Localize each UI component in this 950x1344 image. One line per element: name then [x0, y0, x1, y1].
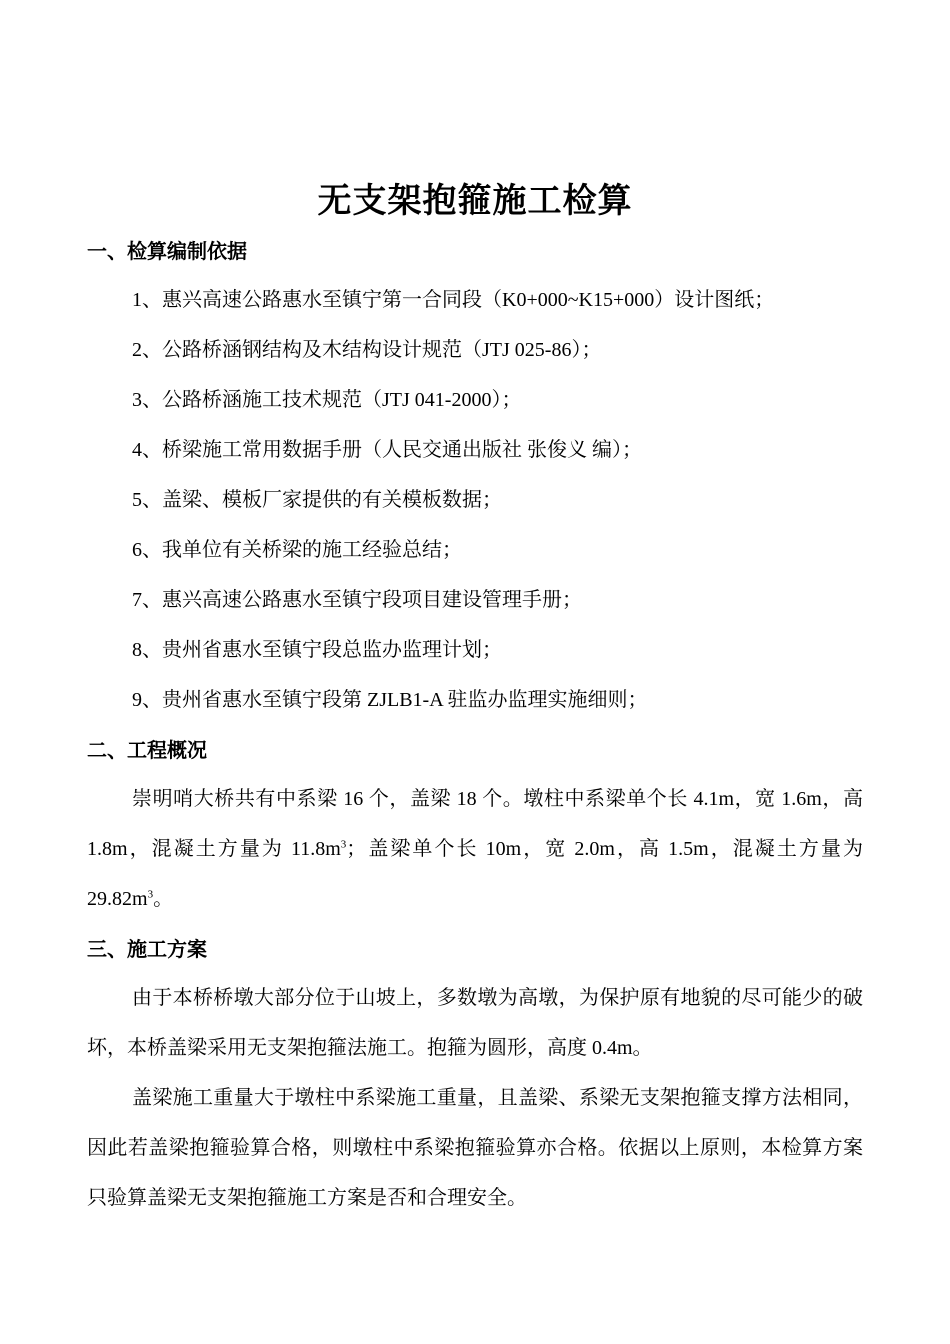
basis-item-5: 5、盖梁、模板厂家提供的有关模板数据； [132, 489, 502, 511]
overview-sup-1: 3 [340, 838, 347, 851]
overview-text-3: 。 [153, 888, 174, 910]
section-heading-overview: 二、工程概况 [87, 738, 207, 762]
plan-paragraph-1: 由于本桥桥墩大部分位于山坡上，多数墩为高墩，为保护原有地貌的尽可能少的破坏，本桥盖梁采用无支架抱箍法施工。抱箍为圆形，高度 0.4m。 [87, 987, 863, 1059]
basis-item-7: 7、惠兴高速公路惠水至镇宁段项目建设管理手册； [132, 589, 582, 611]
overview-text-1: 崇明哨大桥共有中系梁 16 个，盖梁 18 个。墩柱中系梁单个长 4.1m，宽 1.6m，高 1.8m，混凝土方量为 11.8m [87, 788, 863, 860]
basis-item-4: 4、桥梁施工常用数据手册（人民交通出版社 张俊义 编）； [132, 439, 642, 461]
overview-sup-2: 3 [147, 888, 154, 901]
basis-item-1: 1、惠兴高速公路惠水至镇宁第一合同段（K0+000~K15+000）设计图纸； [132, 289, 775, 311]
basis-item-6: 6、我单位有关桥梁的施工经验总结； [132, 539, 462, 561]
section-heading-basis: 一、检算编制依据 [87, 239, 247, 263]
section-heading-plan: 三、施工方案 [87, 937, 207, 961]
basis-item-8: 8、贵州省惠水至镇宁段总监办监理计划； [132, 639, 502, 661]
overview-text-2: ；盖梁单个长 10m，宽 2.0m，高 1.5m，混凝土方量为 29.82m [87, 838, 863, 910]
document-title: 无支架抱箍施工检算 [317, 183, 633, 220]
basis-item-3: 3、公路桥涵施工技术规范（JTJ 041-2000）； [132, 389, 522, 411]
basis-item-9: 9、贵州省惠水至镇宁段第 ZJLB1-A 驻监办监理实施细则； [132, 689, 648, 711]
plan-paragraph-2: 盖梁施工重量大于墩柱中系梁施工重量，且盖梁、系梁无支架抱箍支撑方法相同，因此若盖梁抱箍验算合格，则墩柱中系梁抱箍验算亦合格。依据以上原则，本检算方案只验算盖梁无支架抱箍施工方案是否和合理安全。 [87, 1087, 863, 1209]
basis-item-2: 2、公路桥涵钢结构及木结构设计规范（JTJ 025-86）； [132, 339, 602, 361]
overview-paragraph [87, 774, 863, 924]
